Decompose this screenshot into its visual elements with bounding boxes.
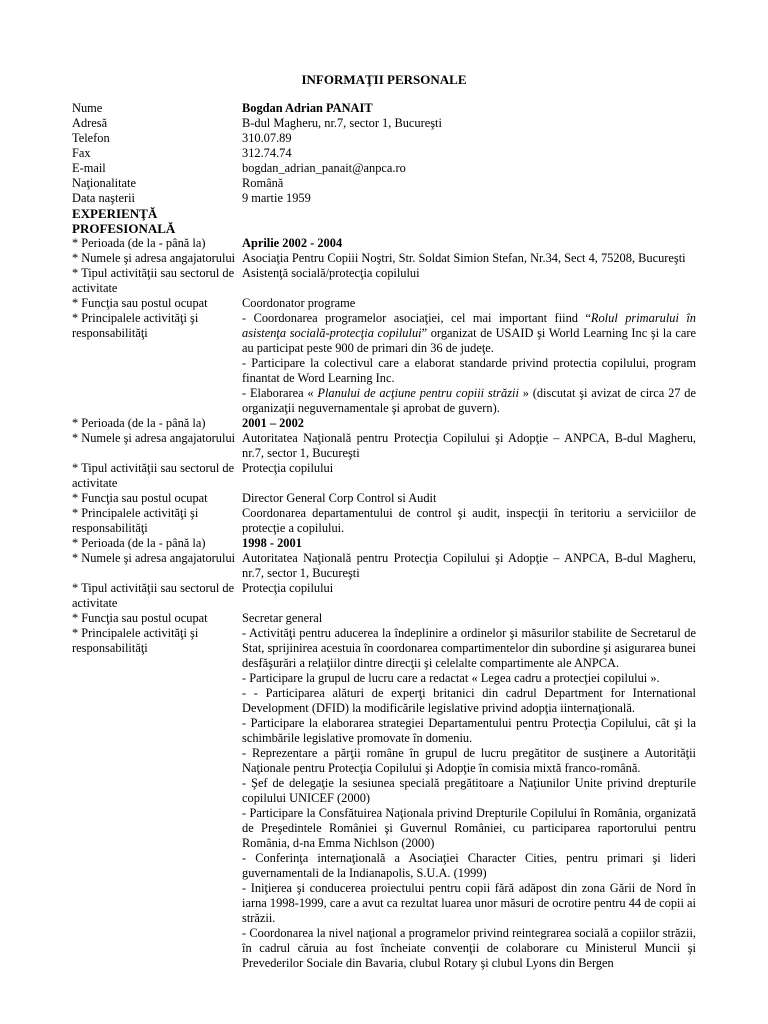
responsibility-item bbox=[242, 716, 696, 746]
job-row-employer bbox=[72, 431, 696, 461]
field-label: * Tipul activităţii sau sectorul de activitate bbox=[72, 461, 235, 490]
field-label: * Funcţia sau postul ocupat bbox=[72, 491, 208, 505]
personal-row bbox=[72, 176, 696, 191]
job-row-period bbox=[72, 416, 696, 431]
job-row-employer bbox=[72, 251, 696, 266]
field-label: * Principalele activităţi şi responsabilităţi bbox=[72, 626, 199, 655]
responsibility-italic: Rolul primarului în asistenţa socială-protecţia copilului bbox=[242, 311, 696, 340]
responsibility-item bbox=[242, 671, 696, 686]
responsibility-item bbox=[242, 386, 696, 416]
job-row-position bbox=[72, 491, 696, 506]
responsibility-text: - Elaborarea « bbox=[242, 386, 318, 400]
page-title: INFORMAŢII PERSONALE bbox=[301, 72, 467, 87]
field-label: * Principalele activităţi şi responsabilităţi bbox=[72, 506, 199, 535]
responsibility-text: - Participare la Consfătuirea Naţionala privind Drepturile Copilului în România, organizată de Preşedintele României şi Guvernul României, cu participarea raportorului pentru România, d-na Emma Nichlson (2000) bbox=[242, 806, 696, 850]
field-value: Bogdan Adrian PANAIT bbox=[242, 101, 373, 115]
section-row bbox=[72, 206, 696, 236]
field-label: Nume bbox=[72, 101, 103, 115]
job-row-responsibilities bbox=[72, 506, 696, 536]
field-label: * Perioada (de la - până la) bbox=[72, 416, 206, 430]
responsibility-text: - Participare la grupul de lucru care a redactat « Legea cadru a protecţiei copilului ». bbox=[242, 671, 660, 685]
responsibility-text: - Participare la colectivul care a elaborat standarde privind protectia copilului, program finantat de Word Learning Inc. bbox=[242, 356, 696, 385]
field-label: * Funcţia sau postul ocupat bbox=[72, 296, 208, 310]
job-row-activity-type bbox=[72, 581, 696, 611]
field-value: bogdan_adrian_panait@anpca.ro bbox=[242, 161, 406, 175]
job-row-position bbox=[72, 611, 696, 626]
job-row-employer bbox=[72, 551, 696, 581]
responsibility-item bbox=[242, 686, 696, 716]
responsibility-text-end: ” organizat de USAID şi World Learning Inc şi la care au participat peste 900 de primari din 36 de judeţe. bbox=[242, 326, 697, 355]
responsibility-item bbox=[242, 806, 696, 851]
field-label: * Tipul activităţii sau sectorul de activitate bbox=[72, 581, 235, 610]
field-label: Naţionalitate bbox=[72, 176, 136, 190]
field-value: 310.07.89 bbox=[242, 131, 292, 145]
field-label: * Perioada (de la - până la) bbox=[72, 536, 206, 550]
field-label: * Tipul activităţii sau sectorul de activitate bbox=[72, 266, 235, 295]
job-row-activity-type bbox=[72, 266, 696, 296]
field-value: 312.74.74 bbox=[242, 146, 292, 160]
job-row-position bbox=[72, 296, 696, 311]
field-label: Fax bbox=[72, 146, 91, 160]
field-label: Telefon bbox=[72, 131, 110, 145]
field-value: Română bbox=[242, 176, 284, 190]
responsibility-italic: Planului de acţiune pentru copiii străzii bbox=[317, 386, 519, 400]
personal-row bbox=[72, 191, 696, 206]
field-label: E-mail bbox=[72, 161, 106, 175]
responsibility-text: Coordonarea departamentului de control şi audit, inspecţii în teritoriu a serviciilor de protecţie a copilului. bbox=[242, 506, 696, 535]
personal-row bbox=[72, 161, 696, 176]
responsibility-item bbox=[242, 311, 696, 356]
job-period: 1998 - 2001 bbox=[242, 536, 302, 550]
job-activity-type: Protecţia copilului bbox=[242, 581, 334, 595]
job-row-period bbox=[72, 536, 696, 551]
job-employer: Asociaţia Pentru Copiii Noştri, Str. Soldat Simion Stefan, Nr.34, Sect 4, 75208, Bucureşti bbox=[242, 251, 686, 265]
personal-row bbox=[72, 116, 696, 131]
job-row-period bbox=[72, 236, 696, 251]
field-value: 9 martie 1959 bbox=[242, 191, 311, 205]
responsibility-text: - Iniţierea şi conducerea proiectului pentru copii fără adăpost din zona Gării de Nord în iarna 1998-1999, care a avut ca rezultat luarea unor măsuri de ocrotire pentru 44 de copii ai străzii. bbox=[242, 881, 696, 925]
field-label: * Funcţia sau postul ocupat bbox=[72, 611, 208, 625]
field-label: Data naşterii bbox=[72, 191, 135, 205]
job-position: Secretar general bbox=[242, 611, 323, 625]
responsibility-item bbox=[242, 626, 696, 671]
responsibility-text: - Reprezentare a părţii române în grupul de lucru pregătitor de susţinere a Autorităţii Naţionale pentru Protecţia Copilului şi Adopţie în comisia mixtă franco-română. bbox=[242, 746, 696, 775]
job-position: Coordonator programe bbox=[242, 296, 356, 310]
responsibility-text: - Activităţi pentru aducerea la îndeplinire a ordinelor şi măsurilor stabilite de Secretarul de Stat, sprijinirea acestuia în coordonarea compartimentelor din subordine şi asigurarea bunei desfăşurări a relaţiilor dintre direcţii şi celelalte compartimente ale ANPCA. bbox=[242, 626, 696, 670]
field-label: * Principalele activităţi şi responsabilităţi bbox=[72, 311, 199, 340]
job-period: 2001 – 2002 bbox=[242, 416, 304, 430]
field-label: * Numele şi adresa angajatorului bbox=[72, 431, 236, 445]
responsibility-item bbox=[242, 881, 696, 926]
responsibilities-list bbox=[242, 506, 696, 536]
responsibility-text: - Şef de delegaţie la sesiunea specială pregătitoare a Naţiunilor Unite privind drepturile copilului UNICEF (2000) bbox=[242, 776, 696, 805]
field-label: * Numele şi adresa angajatorului bbox=[72, 251, 236, 265]
responsibility-item bbox=[242, 776, 696, 806]
job-activity-type: Asistenţă socială/protecţia copilului bbox=[242, 266, 420, 280]
responsibility-text: - Conferinţa internaţională a Asociaţiei Character Cities, pentru primari şi lideri guvernamentali de la Indianapolis, S.U.A. (1999) bbox=[242, 851, 696, 880]
responsibility-text: - Coordonarea programelor asociaţiei, cel mai important fiind “ bbox=[242, 311, 591, 325]
personal-row bbox=[72, 101, 696, 116]
job-employer: Autoritatea Naţională pentru Protecţia Copilului şi Adopţie – ANPCA, B-dul Magheru, nr.7, sector 1, Bucureşti bbox=[242, 431, 696, 460]
job-activity-type: Protecţia copilului bbox=[242, 461, 334, 475]
responsibilities-list bbox=[242, 311, 696, 416]
job-employer: Autoritatea Naţională pentru Protecţia Copilului şi Adopţie – ANPCA, B-dul Magheru, nr.7, sector 1, Bucureşti bbox=[242, 551, 696, 580]
field-label: * Perioada (de la - până la) bbox=[72, 236, 206, 250]
personal-row bbox=[72, 146, 696, 161]
job-position: Director General Corp Control si Audit bbox=[242, 491, 437, 505]
personal-row bbox=[72, 131, 696, 146]
responsibility-text-end: » (discutat şi avizat de circa 27 de organizaţii neguvernamentale şi aprobat de guvern). bbox=[242, 386, 696, 415]
job-row-activity-type bbox=[72, 461, 696, 491]
responsibility-text: - Coordonarea la nivel naţional a programelor privind reintegrarea socială a copiilor străzii, în cadrul căruia au fost încheiate convenţii de colaborare cu Ministerul Muncii şi Prevederilor Sociale din Bavaria, clubul Rotary şi clubul Lyons din Bergen bbox=[242, 926, 696, 970]
section-title: EXPERIENŢĂ PROFESIONALĂ bbox=[72, 206, 176, 236]
responsibility-item bbox=[242, 926, 696, 971]
responsibility-item bbox=[242, 506, 696, 536]
job-period: Aprilie 2002 - 2004 bbox=[242, 236, 343, 250]
responsibility-item bbox=[242, 746, 696, 776]
job-row-responsibilities bbox=[72, 626, 696, 971]
responsibility-text: - Participare la elaborarea strategiei Departamentului pentru Protecţia Copilului, cât şi la schimbările legislative promovate în domeniu. bbox=[242, 716, 696, 745]
responsibilities-list bbox=[242, 626, 696, 971]
field-label: * Numele şi adresa angajatorului bbox=[72, 551, 236, 565]
responsibility-text: - - Participarea alături de experţi britanici din cadrul Department for International Development (DFID) la modificările legislative privind adopţia iinternaţională. bbox=[242, 686, 696, 715]
field-label: Adresă bbox=[72, 116, 108, 130]
job-row-responsibilities bbox=[72, 311, 696, 416]
responsibility-item bbox=[242, 356, 696, 386]
field-value: B-dul Magheru, nr.7, sector 1, Bucureşti bbox=[242, 116, 442, 130]
responsibility-item bbox=[242, 851, 696, 881]
cv-content bbox=[72, 101, 696, 971]
